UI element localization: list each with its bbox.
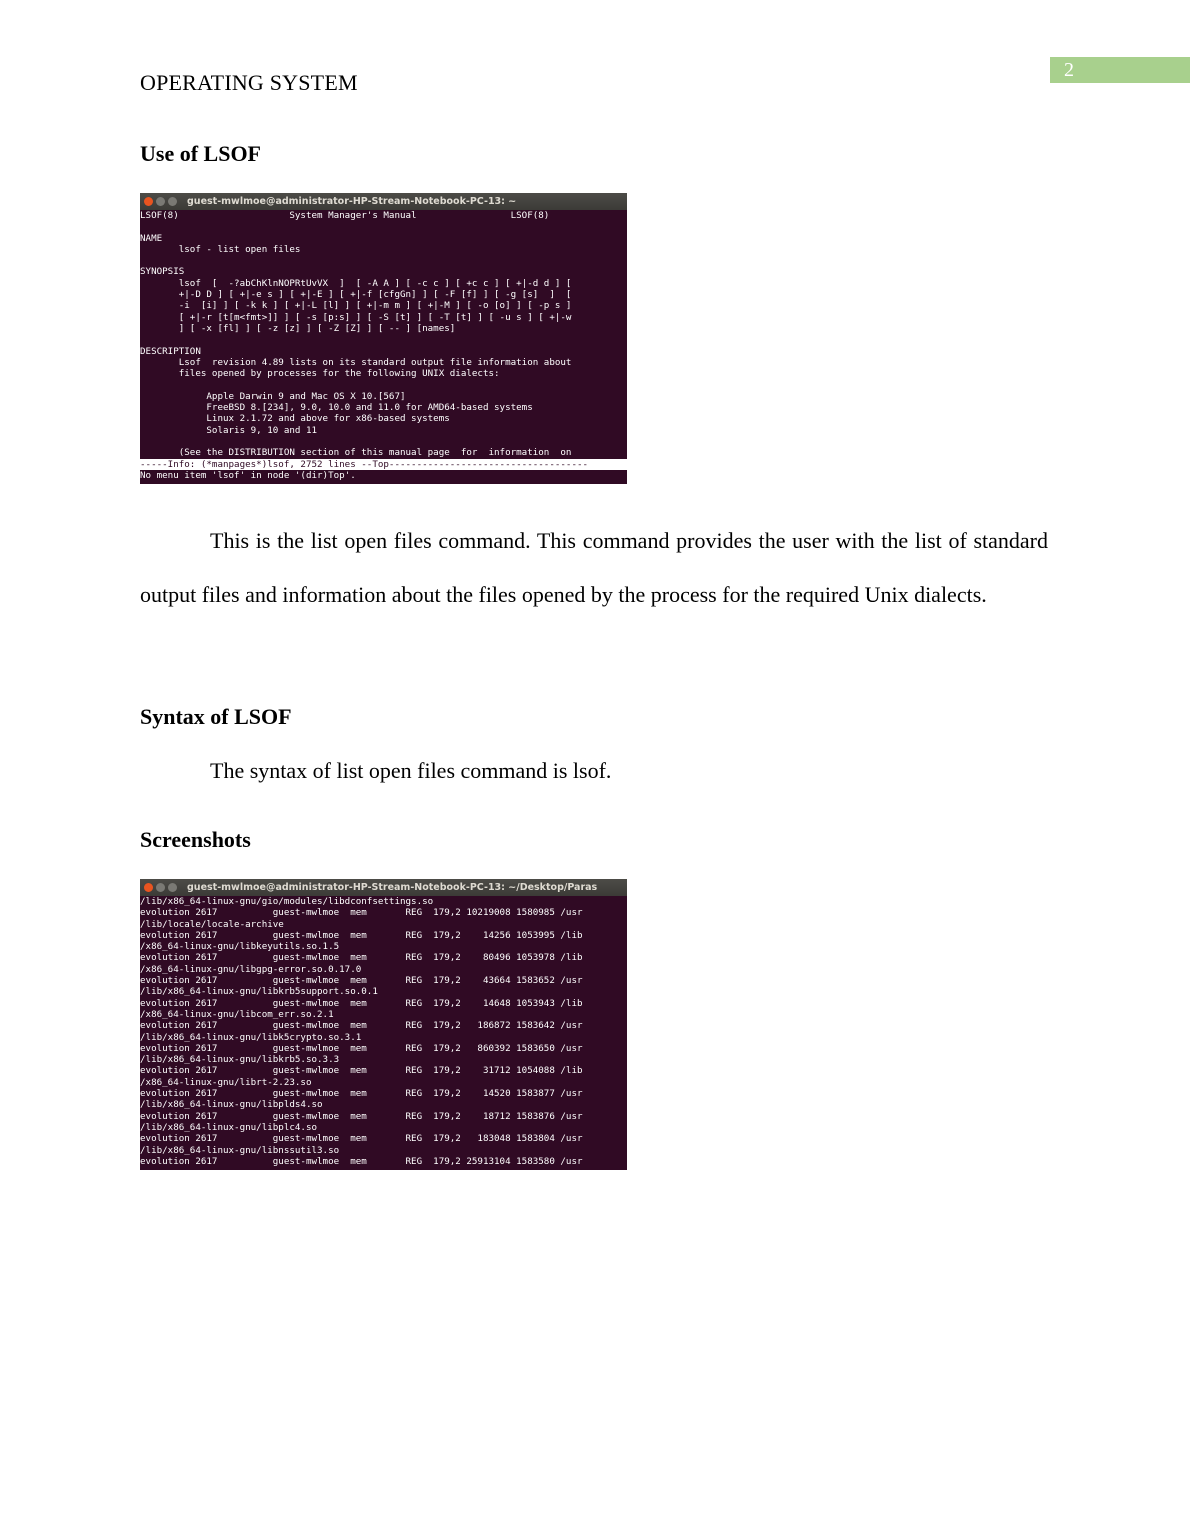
terminal-line: Lsof revision 4.89 lists on its standard output file information about — [140, 356, 572, 368]
terminal-line: -i [i] ] [ -k k ] [ +|-L [l] ] [ +|-m m ] [ +|-M ] [ -o [o] ] [ -p s ] — [140, 300, 572, 312]
terminal-screenshot-lsof-output — [140, 879, 627, 1170]
terminal-line: files opened by processes for the following UNIX dialects: — [140, 368, 500, 380]
terminal-line: /lib/x86_64-linux-gnu/libkrb5support.so.0.1 — [140, 986, 378, 998]
terminal-line: (See the DISTRIBUTION section of this manual page for information on — [140, 447, 572, 459]
terminal-line: Linux 2.1.72 and above for x86-based systems — [140, 413, 450, 425]
close-icon — [144, 197, 153, 206]
terminal-line: /x86_64-linux-gnu/libkeyutils.so.1.5 — [140, 941, 340, 953]
terminal-line: LSOF(8) System Manager's Manual LSOF(8) — [140, 210, 550, 221]
terminal-line: evolution 2617 guest-mwlmoe mem REG 179,2 860392 1583650 /usr — [140, 1042, 583, 1054]
terminal-status-line: -----Info: (*manpages*)lsof, 2752 lines --Top------------------------------------ — [140, 459, 627, 470]
terminal-line: /lib/locale/locale-archive — [140, 918, 284, 930]
terminal-line: /lib/x86_64-linux-gnu/libplc4.so — [140, 1121, 318, 1133]
paragraph-description — [140, 514, 1048, 621]
terminal-titlebar — [140, 879, 627, 896]
terminal-line: [ +|-r [t[m<fmt>]] ] [ -s [p:s] ] [ -S [t] ] [ -T [t] ] [ -u s ] [ +|-w — [140, 311, 572, 323]
terminal-line: ] [ -x [fl] ] [ -z [z] ] [ -Z [Z] ] [ -- ] [names] — [140, 322, 456, 334]
terminal-line: lsof - list open files — [140, 243, 301, 255]
terminal-line: evolution 2617 guest-mwlmoe mem REG 179,2 14520 1583877 /usr — [140, 1088, 583, 1100]
terminal-line: +|-D D ] [ +|-e s ] [ +|-E ] [ +|-f [cfgGn] ] [ -F [f] ] [ -g [s] ] [ — [140, 289, 572, 301]
terminal-line: /x86_64-linux-gnu/librt-2.23.so — [140, 1076, 312, 1088]
terminal-line: evolution 2617 guest-mwlmoe mem REG 179,2 80496 1053978 /lib — [140, 952, 583, 964]
terminal-line: evolution 2617 guest-mwlmoe mem REG 179,2 14648 1053943 /lib — [140, 997, 583, 1009]
page-number: 2 — [1050, 57, 1190, 83]
terminal-line: lsof [ -?abChKlnNOPRtUvVX ] [ -A A ] [ -c c ] [ +c c ] [ +|-d d ] [ — [140, 277, 572, 289]
terminal-line: /lib/x86_64-linux-gnu/gio/modules/libdconfsettings.so — [140, 896, 434, 907]
terminal-line — [140, 436, 627, 447]
terminal-line: /x86_64-linux-gnu/libcom_err.so.2.1 — [140, 1008, 334, 1020]
minimize-icon — [156, 883, 165, 892]
running-head: OPERATING SYSTEM — [140, 70, 358, 95]
terminal-line: evolution 2617 guest-mwlmoe mem REG 179,2 31712 1054088 /lib — [140, 1065, 583, 1077]
terminal-screenshot-man-lsof — [140, 193, 627, 484]
maximize-icon — [168, 883, 177, 892]
terminal-output — [140, 896, 627, 1167]
terminal-line: SYNOPSIS — [140, 266, 185, 278]
section-heading-syntax: Syntax of LSOF — [140, 704, 292, 729]
terminal-line: evolution 2617 guest-mwlmoe mem REG 179,2 183048 1583804 /usr — [140, 1133, 583, 1145]
maximize-icon — [168, 197, 177, 206]
terminal-line: /lib/x86_64-linux-gnu/libkrb5.so.3.3 — [140, 1054, 340, 1066]
terminal-line: /lib/x86_64-linux-gnu/libplds4.so — [140, 1099, 323, 1111]
terminal-line: /lib/x86_64-linux-gnu/libk5crypto.so.3.1 — [140, 1031, 362, 1043]
terminal-line: /lib/x86_64-linux-gnu/libnssutil3.so — [140, 1144, 340, 1156]
terminal-line — [140, 379, 627, 390]
terminal-line: evolution 2617 guest-mwlmoe mem REG 179,2 25913104 1583580 /usr — [140, 1155, 583, 1167]
terminal-line: evolution 2617 guest-mwlmoe mem REG 179,2 14256 1053995 /lib — [140, 929, 583, 941]
terminal-line: FreeBSD 8.[234], 9.0, 10.0 and 11.0 for AMD64-based systems — [140, 402, 533, 414]
terminal-title: guest-mwlmoe@administrator-HP-Stream-Notebook-PC-13: ~ — [187, 196, 517, 207]
minimize-icon — [156, 197, 165, 206]
terminal-line: Apple Darwin 9 and Mac OS X 10.[567] — [140, 390, 406, 402]
terminal-line: evolution 2617 guest-mwlmoe mem REG 179,2 186872 1583642 /usr — [140, 1020, 583, 1032]
terminal-line: /x86_64-linux-gnu/libgpg-error.so.0.17.0 — [140, 963, 362, 975]
terminal-titlebar — [140, 193, 627, 210]
section-heading-screenshots: Screenshots — [140, 827, 251, 852]
paragraph-text: This is the list open files command. This command provides the user with the list of standard output files and information about the files opened by the process for the required Unix dialects. — [140, 528, 1048, 607]
terminal-line: evolution 2617 guest-mwlmoe mem REG 179,2 18712 1583876 /usr — [140, 1110, 583, 1122]
close-icon — [144, 883, 153, 892]
terminal-output — [140, 210, 627, 481]
section-heading-use: Use of LSOF — [140, 141, 261, 166]
terminal-line: evolution 2617 guest-mwlmoe mem REG 179,2 10219008 1580985 /usr — [140, 907, 583, 919]
terminal-line: Solaris 9, 10 and 11 — [140, 424, 318, 436]
terminal-line — [140, 221, 627, 232]
terminal-message-line: No menu item 'lsof' in node '(dir)Top'. — [140, 469, 356, 481]
terminal-line: DESCRIPTION — [140, 345, 201, 357]
terminal-title: guest-mwlmoe@administrator-HP-Stream-Notebook-PC-13: ~/Desktop/Paras — [187, 882, 598, 893]
terminal-line: NAME — [140, 232, 163, 244]
syntax-sentence: The syntax of list open files command is lsof. — [210, 758, 612, 783]
terminal-line — [140, 255, 627, 266]
terminal-line — [140, 334, 627, 345]
terminal-line: evolution 2617 guest-mwlmoe mem REG 179,2 43664 1583652 /usr — [140, 975, 583, 987]
